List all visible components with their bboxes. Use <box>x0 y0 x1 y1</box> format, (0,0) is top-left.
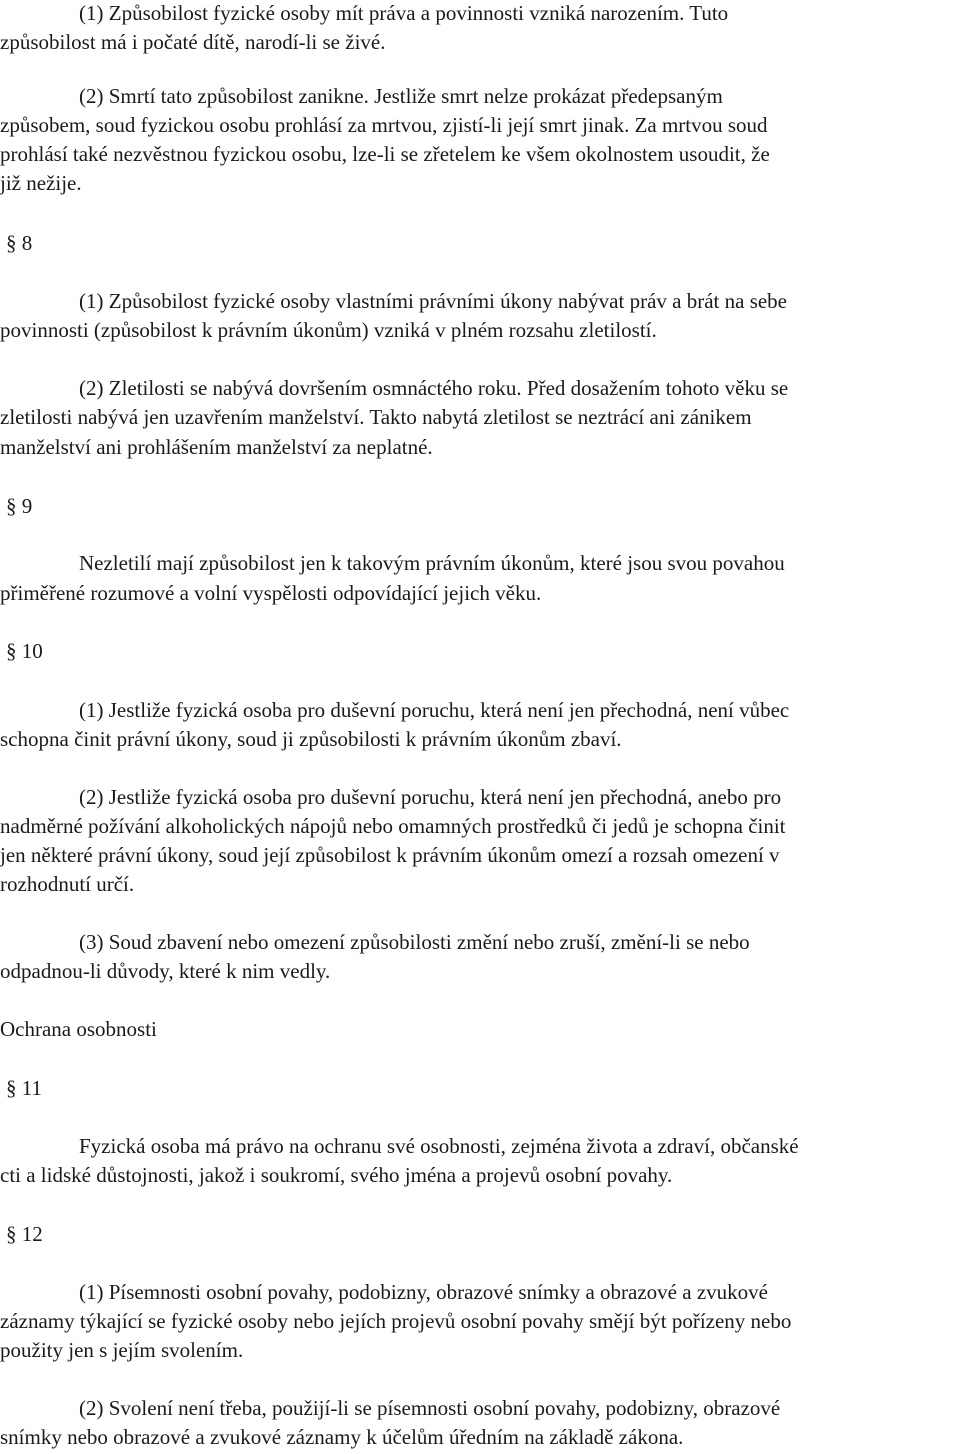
text-line: (2) Smrtí tato způsobilost zanikne. Jestliže smrt nelze prokázat předepsaným <box>79 84 723 108</box>
text-line: zletilosti nabývá jen uzavřením manželství. Takto nabytá zletilost se neztrácí ani zánikem <box>0 405 752 429</box>
text-line: použity jen s jejím svolením. <box>0 1338 244 1362</box>
text-line: manželství ani prohlášením manželství za neplatné. <box>0 435 433 459</box>
text-line: snímky nebo obrazové a zvukové záznamy k účelům úředním na základě zákona. <box>0 1425 684 1449</box>
section-heading: § 9 <box>6 494 33 518</box>
text-line: způsobem, soud fyzickou osobu prohlásí za mrtvou, zjistí-li její smrt jinak. Za mrtvou soud <box>0 113 768 137</box>
text-line: cti a lidské důstojnosti, jakož i soukromí, svého jména a projevů osobní povahy. <box>0 1163 673 1187</box>
text-line: rozhodnutí určí. <box>0 872 135 896</box>
text-line: prohlásí také nezvěstnou fyzickou osobu, lze-li se zřetelem ke všem okolnostem usoudit, že <box>0 142 770 166</box>
text-line: nadměrné požívání alkoholických nápojů nebo omamných prostředků či jedů je schopna činit <box>0 814 786 838</box>
text-line: (2) Zletilosti se nabývá dovršením osmnáctého roku. Před dosažením tohoto věku se <box>79 376 789 400</box>
text-line: způsobilost má i počaté dítě, narodí-li se živé. <box>0 30 386 54</box>
text-line: odpadnou-li důvody, které k nim vedly. <box>0 959 331 983</box>
subheading: Ochrana osobnosti <box>0 1017 157 1041</box>
text-line: (1) Způsobilost fyzické osoby vlastními právními úkony nabývat práv a brát na sebe <box>79 289 788 313</box>
text-line: povinnosti (způsobilost k právním úkonům) vzniká v plném rozsahu zletilostí. <box>0 318 657 342</box>
section-heading: § 12 <box>6 1222 43 1246</box>
text-line: (1) Jestliže fyzická osoba pro duševní poruchu, která není jen přechodná, není vůbec <box>79 698 790 722</box>
text-line: schopna činit právní úkony, soud ji způsobilosti k právním úkonům zbaví. <box>0 727 622 751</box>
text-line: (2) Svolení není třeba, použijí-li se písemnosti osobní povahy, podobizny, obrazové <box>79 1396 781 1420</box>
text-line: přiměřené rozumové a volní vyspělosti odpovídající jejich věku. <box>0 581 542 605</box>
text-line: Fyzická osoba má právo na ochranu své osobnosti, zejména života a zdraví, občanské <box>79 1134 799 1158</box>
text-line: (1) Písemnosti osobní povahy, podobizny, obrazové snímky a obrazové a zvukové <box>79 1280 768 1304</box>
text-line: (2) Jestliže fyzická osoba pro duševní poruchu, která není jen přechodná, anebo pro <box>79 785 782 809</box>
section-heading: § 11 <box>6 1076 42 1100</box>
text-line: (1) Způsobilost fyzické osoby mít práva a povinnosti vzniká narozením. Tuto <box>79 1 729 25</box>
section-heading: § 10 <box>6 639 43 663</box>
section-heading: § 8 <box>6 231 33 255</box>
text-line: již nežije. <box>0 171 82 195</box>
text-line: (3) Soud zbavení nebo omezení způsobilosti změní nebo zruší, změní-li se nebo <box>79 930 750 954</box>
text-line: Nezletilí mají způsobilost jen k takovým právním úkonům, které jsou svou povahou <box>79 551 785 575</box>
text-line: záznamy týkající se fyzické osoby nebo jejích projevů osobní povahy smějí být pořízeny nebo <box>0 1309 792 1333</box>
text-line: jen některé právní úkony, soud její způsobilost k právním úkonům omezí a rozsah omezení v <box>0 843 780 867</box>
